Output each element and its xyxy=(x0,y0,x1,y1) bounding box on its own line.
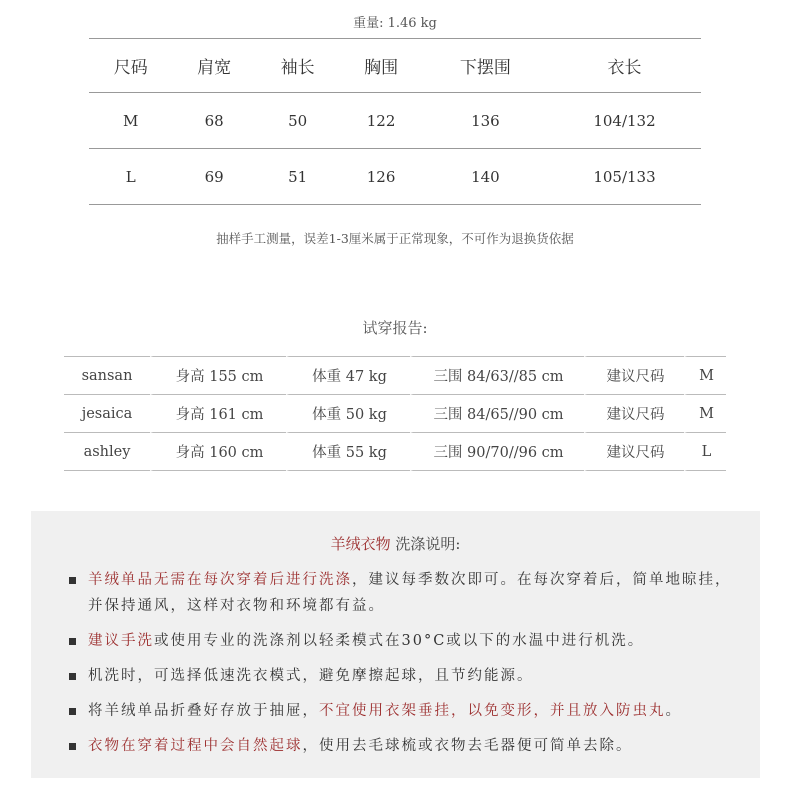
trial-measurements: 三围 84/65//90 cm xyxy=(410,395,584,433)
trial-suggested-label: 建议尺码 xyxy=(584,356,684,395)
trial-height: 身高 161 cm xyxy=(150,395,286,433)
trial-name: jesaica xyxy=(64,395,150,433)
size-cell: 68 xyxy=(172,93,255,149)
size-cell: 136 xyxy=(423,93,548,149)
size-cell: 69 xyxy=(172,149,255,205)
size-cell: 140 xyxy=(423,149,548,205)
care-item-text: 或使用专业的洗涤剂以轻柔模式在30°C或以下的水温中进行机洗。 xyxy=(154,633,645,649)
trial-measurements: 三围 84/63//85 cm xyxy=(410,356,584,395)
trial-measurements: 三围 90/70//96 cm xyxy=(410,433,584,471)
trial-weight: 体重 55 kg xyxy=(286,433,410,471)
trial-name: sansan xyxy=(64,356,150,395)
size-measurement-note: 抽样手工测量，误差1-3厘米属于正常现象，不可作为退换货依据 xyxy=(216,231,574,246)
care-title xyxy=(31,533,760,554)
square-bullet-icon xyxy=(69,743,76,750)
size-table xyxy=(89,38,701,205)
care-item-text: 将羊绒单品折叠好存放于抽屉， xyxy=(88,703,319,719)
header-hem: 下摆围 xyxy=(423,39,548,93)
size-table-header-row xyxy=(89,39,701,93)
care-item-text: 机洗时，可选择低速洗衣模式，避免摩擦起球，且节约能源。 xyxy=(88,668,534,684)
size-cell: 122 xyxy=(339,93,422,149)
trial-suggested-label: 建议尺码 xyxy=(584,433,684,471)
care-item-highlight: 不宜使用衣架垂挂，以免变形，并且放入防虫丸 xyxy=(319,703,666,719)
trial-row xyxy=(64,433,726,471)
trial-weight: 体重 50 kg xyxy=(286,395,410,433)
header-length: 衣长 xyxy=(548,39,701,93)
care-item xyxy=(69,733,739,759)
size-cell: L xyxy=(89,149,172,205)
trial-suggested-size: M xyxy=(684,356,726,395)
trial-row xyxy=(64,395,726,433)
care-item-text: ，使用去毛球梳或衣物去毛器便可简单去除。 xyxy=(302,738,633,754)
size-cell: 104/132 xyxy=(548,93,701,149)
square-bullet-icon xyxy=(69,577,76,584)
trial-suggested-size: L xyxy=(684,433,726,471)
care-item-text: 。 xyxy=(665,703,682,719)
trial-weight: 体重 47 kg xyxy=(286,356,410,395)
square-bullet-icon xyxy=(69,638,76,645)
trial-name: ashley xyxy=(64,433,150,471)
care-item-text: ，建议每季数次即可。在每次穿着后，简单地晾挂，并保持通风，这样对衣物和环境都有益。 xyxy=(88,572,732,614)
trial-height: 身高 160 cm xyxy=(150,433,286,471)
trial-row xyxy=(64,356,726,395)
size-row-l xyxy=(89,149,701,205)
size-cell: 126 xyxy=(339,149,422,205)
care-instructions-panel xyxy=(31,511,760,778)
care-list xyxy=(69,567,739,768)
trial-height: 身高 155 cm xyxy=(150,356,286,395)
size-cell: 50 xyxy=(256,93,339,149)
square-bullet-icon xyxy=(69,708,76,715)
size-cell: 51 xyxy=(256,149,339,205)
size-cell: 105/133 xyxy=(548,149,701,205)
header-chest: 胸围 xyxy=(339,39,422,93)
care-item-highlight: 建议手洗 xyxy=(88,633,154,649)
care-item xyxy=(69,698,739,724)
trial-report-table xyxy=(64,356,726,471)
header-sleeve: 袖长 xyxy=(256,39,339,93)
care-item xyxy=(69,663,739,689)
weight-text: 重量: 1.46 kg xyxy=(353,16,437,31)
size-cell: M xyxy=(89,93,172,149)
care-title-text: 洗涤说明: xyxy=(390,535,461,553)
square-bullet-icon xyxy=(69,673,76,680)
trial-suggested-size: M xyxy=(684,395,726,433)
care-item-highlight: 羊绒单品无需在每次穿着后进行洗涤 xyxy=(88,572,352,588)
care-title-highlight: 羊绒衣物 xyxy=(330,535,391,553)
care-item-highlight: 衣物在穿着过程中会自然起球 xyxy=(88,738,303,754)
trial-suggested-label: 建议尺码 xyxy=(584,395,684,433)
header-size: 尺码 xyxy=(89,39,172,93)
size-row-m xyxy=(89,93,701,149)
header-shoulder: 肩宽 xyxy=(172,39,255,93)
care-item xyxy=(69,567,739,619)
trial-report-title: 试穿报告: xyxy=(362,319,428,337)
care-item xyxy=(69,628,739,654)
